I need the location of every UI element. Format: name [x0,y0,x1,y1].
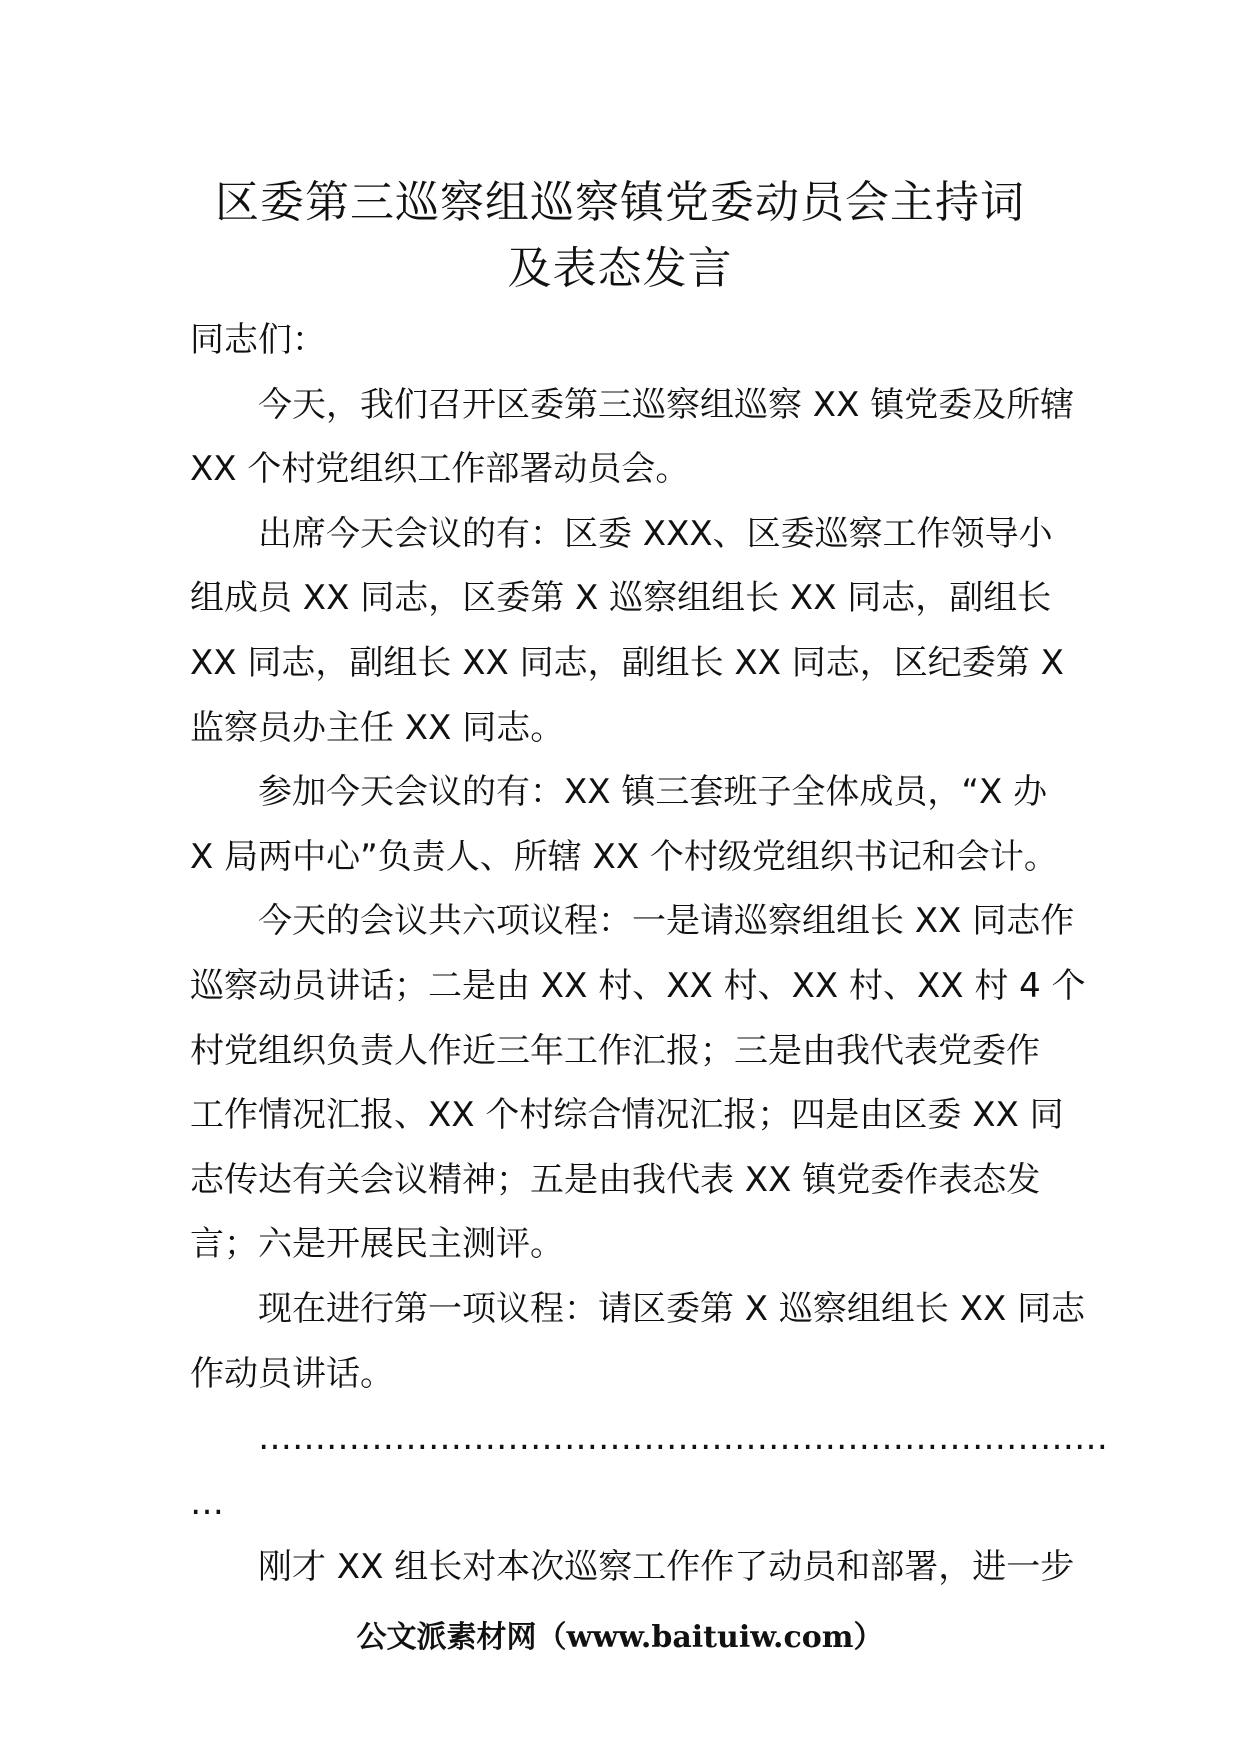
document-body [190,308,1108,1600]
body-line: 言；六是开展民主测评。 [190,1224,564,1265]
body-line: 村党组织负责人作近三年工作汇报；三是由我代表党委作 [190,1030,1040,1071]
body-line: XX 同志，副组长 XX 同志，副组长 XX 同志，区纪委第 X [190,642,1064,683]
body-line: 工作情况汇报、XX 个村综合情况汇报；四是由区委 XX 同 [190,1095,1064,1136]
document-title [190,170,1050,302]
body-line: 今天的会议共六项议程：一是请巡察组组长 XX 同志作 [258,901,1075,942]
body-line: 今天，我们召开区委第三巡察组巡察 XX 镇党委及所辖 [258,384,1075,425]
body-line: 组成员 XX 同志，区委第 X 巡察组组长 XX 同志，副组长 [190,578,1052,619]
body-line: 作动员讲话。 [190,1353,394,1394]
ellipsis-line: … [190,1482,224,1523]
salutation: 同志们： [190,320,326,360]
title-line-1: 区委第三巡察组巡察镇党委动员会主持词 [215,177,1025,228]
body-line: 志传达有关会议精神；五是由我代表 XX 镇党委作表态发 [190,1159,1041,1200]
body-line: 监察员办主任 XX 同志。 [190,707,565,748]
body-line: XX 个村党组织工作部署动员会。 [190,449,690,490]
body-line: 参加今天会议的有：XX 镇三套班子全体成员，“X 办 [258,772,1048,813]
body-line: X 局两中心”负责人、所辖 XX 个村级党组织书记和会计。 [190,836,1058,877]
ellipsis-line: ………………………………………………………………… [258,1418,1108,1459]
footer-watermark: 公文派素材网（www.baituiw.com） [356,1620,884,1655]
title-line-2: 及表态发言 [507,243,733,294]
body-line: 出席今天会议的有：区委 XXX、区委巡察工作领导小 [258,513,1053,554]
body-line: 刚才 XX 组长对本次巡察工作作了动员和部署，进一步 [258,1547,1075,1588]
body-line: 现在进行第一项议程：请区委第 X 巡察组组长 XX 同志 [258,1288,1086,1329]
body-line: 巡察动员讲话；二是由 XX 村、XX 村、XX 村、XX 村 4 个 [190,965,1086,1006]
